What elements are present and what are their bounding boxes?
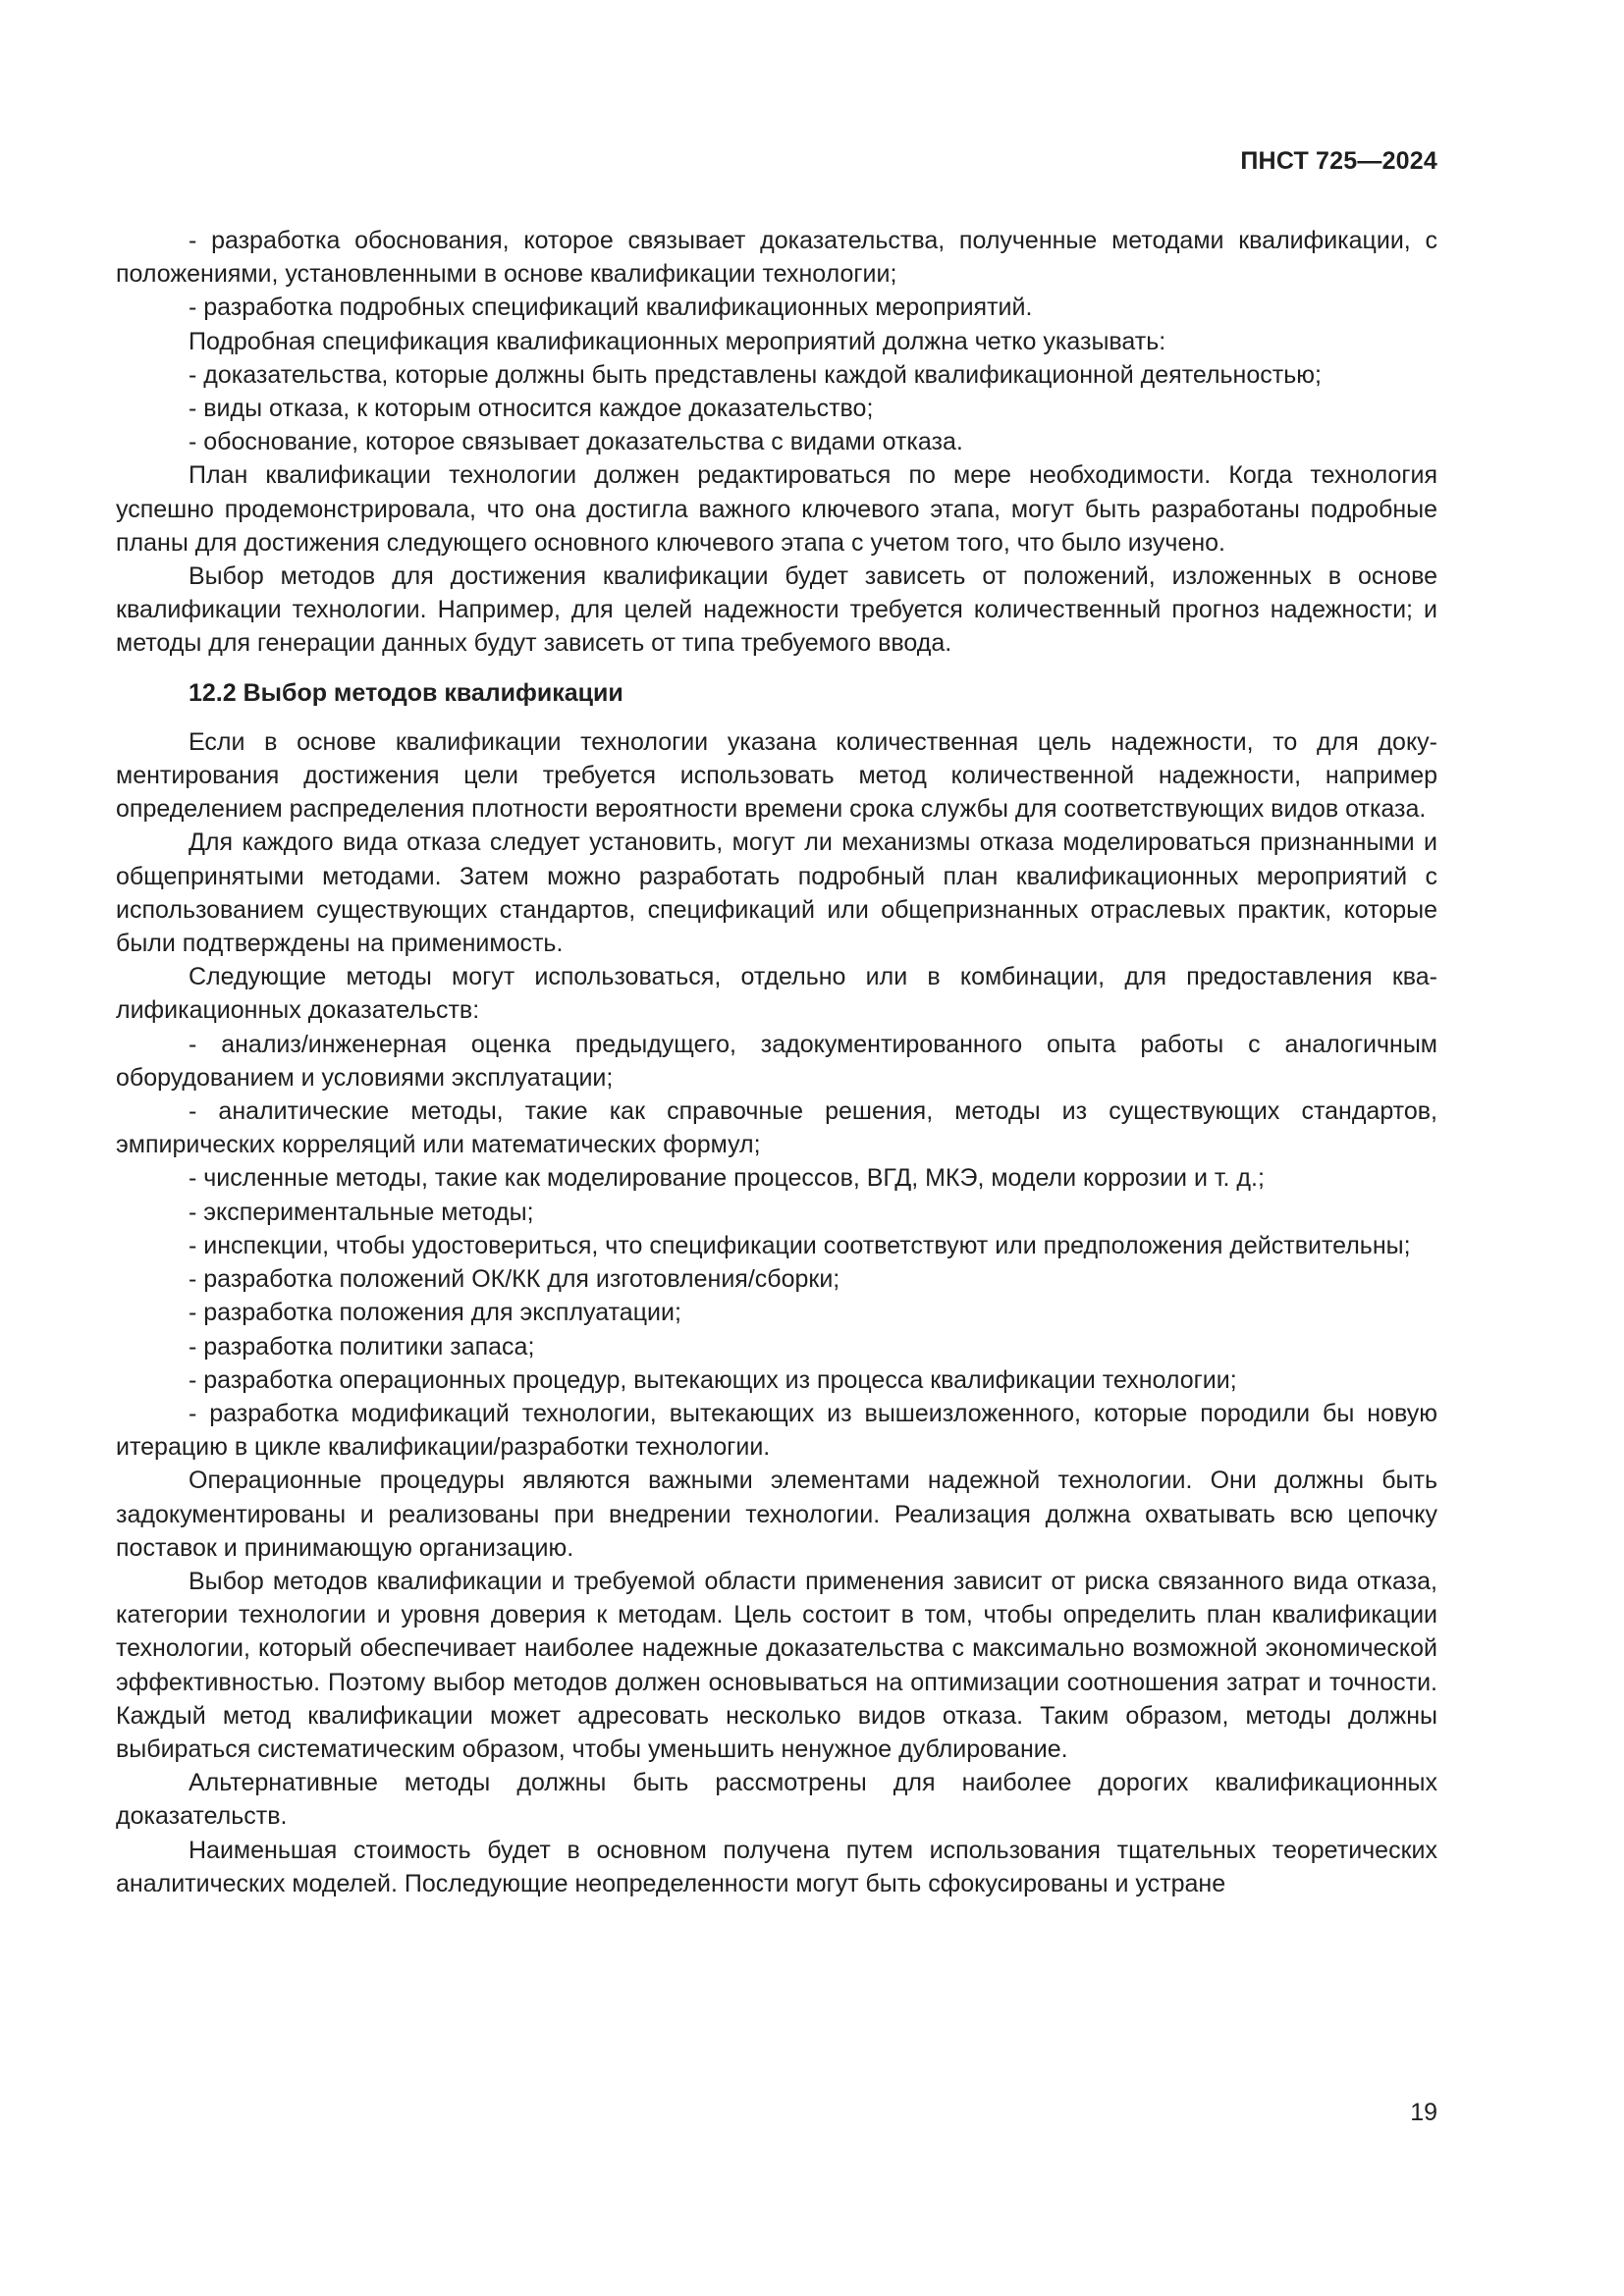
paragraph: Операционные процедуры являются важными элементами надежной технологии. Они должны быть задокументированы и реализованы при внедрении технологии. Реализация должна охватывать всю цепочку поставок и принимающую организацию. [116, 1467, 1437, 1562]
section-heading: 12.2 Выбор методов квалификации [189, 678, 623, 707]
list-item: - разработка обоснования, которое связывает доказательства, полученные методами квалификации, с положениями, установленными в основе квалификации технологии; [116, 227, 1437, 289]
paragraph: Следующие методы могут использоваться, отдельно или в комбинации, для предоставления квалификационных доказательств: [116, 963, 1437, 1025]
list-item: - анализ/инженерная оценка предыдущего, задокументированного опыта работы с аналогичным оборудованием и условиями эксплуатации; [116, 1030, 1437, 1092]
paragraph: Выбор методов квалификации и требуемой области применения зависит от риска связанного вида отказа, категории технологии и уровня доверия к методам. Цель состоит в том, чтобы определить план квалификации технологии, который обеспечивает наиболее надежные доказательства с максимально возможной экономической эффективностью. Поэтому выбор методов должен основываться на оптимизации соотношения затрат и точности. Каждый метод квалификации может адресовать несколько видов отказа. Таким образом, методы должны выбираться систематическим образом, чтобы уменьшить ненужное дублирование. [116, 1567, 1437, 1763]
paragraph: Наименьшая стоимость будет в основном получена путем использования тщательных теоретических аналитических моделей. Последующие неопределенности могут быть сфокусированы и устране [116, 1836, 1437, 1897]
paragraph: Если в основе квалификации технологии указана количественная цель надежности, то для документирования достижения цели требуется использовать метод количественной надежности, например определением распределения плотности вероятности времени срока службы для соответствующих видов отказа. [116, 727, 1437, 824]
list-item: - численные методы, такие как моделирование процессов, ВГД, МКЭ, модели коррозии и т. д.; [189, 1164, 1265, 1193]
page-number: 19 [1410, 2099, 1437, 2126]
list-item: - инспекции, чтобы удостовериться, что спецификации соответствуют или предположения действительны; [189, 1231, 1411, 1259]
document-designation: ПНСТ 725—2024 [1240, 147, 1437, 175]
list-item: - аналитические методы, такие как справочные решения, методы из существующих стандартов, эмпирических корреляций или математических формул; [116, 1097, 1437, 1159]
document-body [116, 224, 1437, 1904]
paragraph: Подробная спецификация квалификационных мероприятий должна четко указывать: [189, 327, 1166, 355]
list-item: - обоснование, которое связывает доказательства с видами отказа. [189, 428, 963, 456]
list-item: - разработка подробных спецификаций квалификационных мероприятий. [189, 294, 1033, 322]
list-item: - виды отказа, к которым относится каждое доказательство; [189, 395, 874, 423]
paragraph: Альтернативные методы должны быть рассмотрены для наиболее дорогих квалификационных доказательств. [116, 1769, 1437, 1831]
list-item: - разработка положений ОК/КК для изготовления/сборки; [189, 1265, 840, 1294]
list-item: - разработка политики запаса; [189, 1332, 535, 1361]
paragraph: Для каждого вида отказа следует установить, могут ли механизмы отказа моделироваться признанными и общепринятыми методами. Затем можно разработать подробный план квалификационных мероприятий с использованием существующих стандартов, спецификаций или общепризнанных отраслевых практик, которые были подтверждены на применимость. [116, 828, 1437, 958]
list-item: - разработка модификаций технологии, вытекающих из вышеизложенного, которые породили бы новую итерацию в цикле квалификации/разработки технологии. [116, 1399, 1437, 1462]
paragraph: План квалификации технологии должен редактироваться по мере необходимости. Когда технология успешно продемонстрировала, что она достигла важного ключевого этапа, могут быть разработаны подробные планы для достижения следующего основного ключевого этапа с учетом того, что было изучено. [116, 461, 1437, 557]
list-item: - экспериментальные методы; [189, 1198, 534, 1226]
paragraph: Выбор методов для достижения квалификации будет зависеть от положений, изложенных в основе квалификации технологии. Например, для целей надежности требуется количественный прогноз надежности; и методы для генерации данных будут зависеть от типа требуемого ввода. [116, 562, 1437, 658]
list-item: - разработка положения для эксплуатации; [189, 1299, 681, 1327]
list-item: - доказательства, которые должны быть представлены каждой квалификационной деятельностью; [189, 360, 1322, 389]
list-item: - разработка операционных процедур, вытекающих из процесса квалификации технологии; [189, 1365, 1237, 1394]
